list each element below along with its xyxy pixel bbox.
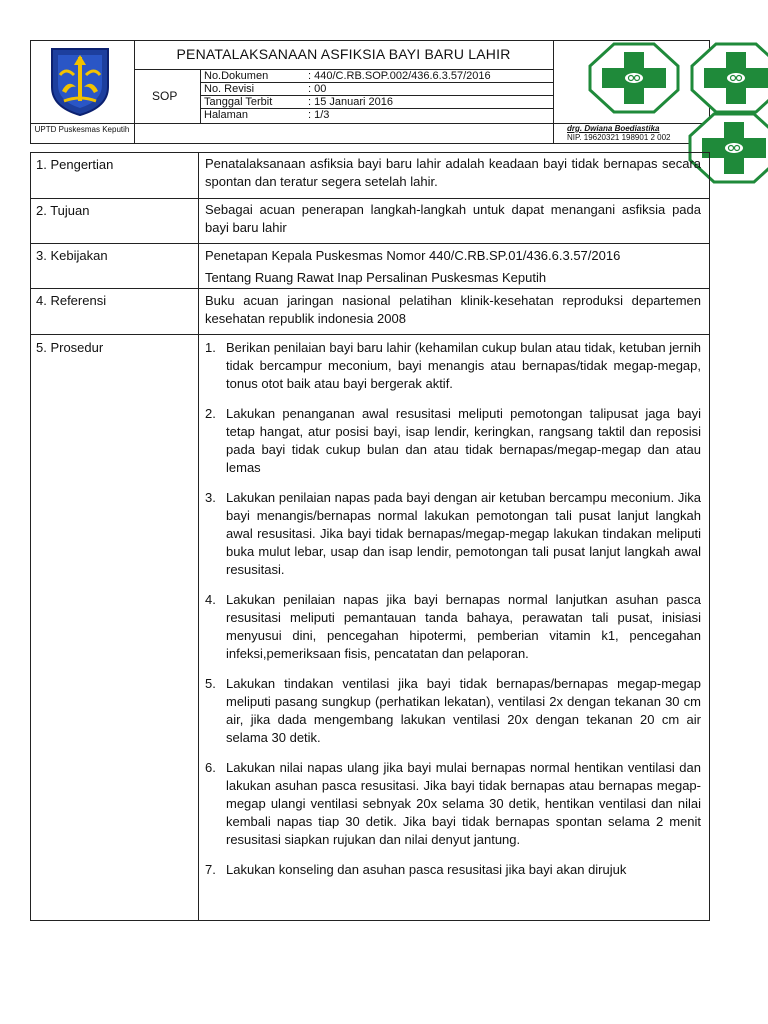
- procedure-step-number: 3.: [205, 490, 216, 505]
- procedure-step: [205, 675, 701, 747]
- table-border: [198, 152, 199, 921]
- procedure-step-number: 5.: [205, 676, 216, 691]
- section-text-pengertian: Penatalaksanaan asfiksia bayi baru lahir adalah keadaan bayi tidak bernapas secara spontan dan teratur segera setelah lahir.: [205, 156, 701, 189]
- meta-label-tanggal-terbit: Tanggal Terbit: [204, 96, 273, 108]
- signer-nip: NIP. 19620321 198901 2 002: [567, 133, 671, 142]
- sop-label: SOP: [152, 89, 178, 103]
- procedure-step-number: 6.: [205, 760, 216, 775]
- table-border: [30, 152, 710, 153]
- procedure-step: [205, 759, 701, 849]
- procedure-step: [205, 339, 701, 393]
- meta-label-no-revisi: No. Revisi: [204, 83, 255, 95]
- table-border: [30, 198, 710, 199]
- procedure-step-number: 7.: [205, 862, 216, 877]
- header-divider: [553, 40, 554, 144]
- table-border: [30, 288, 710, 289]
- header-divider: [200, 69, 201, 123]
- meta-value-tanggal-terbit: : 15 Januari 2016: [308, 96, 394, 108]
- section-label-tujuan: 2. Tujuan: [36, 203, 90, 218]
- section-label-pengertian: 1. Pengertian: [36, 157, 114, 172]
- procedure-list: [205, 339, 701, 891]
- meta-value-halaman: : 1/3: [308, 109, 330, 121]
- procedure-step-text: Lakukan penilaian napas jika bayi bernapas normal lanjutkan asuhan pasca resusitasi meliputi pemantauan tanda bahaya, perawatan tali pusat, inisiasi menyusui dini, pencegahan hipotermi, pemberian vitamin k1, pencegahan infeksi,pemeriksaan fisis, pencatatan dan pelaporan.: [226, 592, 701, 661]
- meta-value-no-dokumen: : 440/C.RB.SOP.002/436.6.3.57/2016: [308, 70, 491, 82]
- table-border: [30, 334, 710, 335]
- procedure-step-text: Lakukan tindakan ventilasi jika bayi tidak bernapas/bernapas megap-megap meliputi pasang sungkup (perhatikan lekatan), ventilasi 2x dengan tekanan 30 cm air, jika dada mengembang lakukan ventilasi 20x dengan tekanan 20 cm air selama 30 detik.: [226, 676, 701, 745]
- header-divider: [200, 108, 553, 109]
- procedure-step-text: Lakukan penanganan awal resusitasi meliputi pemotongan talipusat jaga bayi tetap hangat, atur posisi bayi, isap lendir, keringkan, rangsang taktil dan reposisi pada bayi tidak cukup bulan dan atau tidak bernapas/megap-megap dan atau lemas: [226, 406, 701, 475]
- meta-value-no-revisi: : 00: [308, 83, 327, 95]
- procedure-step-number: 2.: [205, 406, 216, 421]
- section-text-kebijakan-1: Penetapan Kepala Puskesmas Nomor 440/C.RB.SP.01/436.6.3.57/2016: [205, 248, 621, 263]
- procedure-step-number: 4.: [205, 592, 216, 607]
- table-border: [30, 920, 710, 921]
- procedure-step: [205, 591, 701, 663]
- signer-name: drg. Dwiana Boediastika: [567, 124, 660, 133]
- section-text-kebijakan-2: Tentang Ruang Rawat Inap Persalinan Puskesmas Keputih: [205, 270, 547, 285]
- puskesmas-logo-icon: [588, 42, 680, 119]
- procedure-step-text: Lakukan nilai napas ulang jika bayi mulai bernapas normal hentikan ventilasi dan lakukan asuhan pasca resusitasi. Jika bayi tidak bernapas atau bernapas megap-megap ulangi ventilasi sebnyak 20x selama 30 detik, hentikan ventilasi dan nilai kembali napas tiap 30 detik. Jika bayi tidak bernapas spontan selama 2 menit resusitasi siapkan rujukan dan nilai denyut jantung.: [226, 760, 701, 847]
- meta-label-no-dokumen: No.Dokumen: [204, 70, 269, 82]
- procedure-step: [205, 861, 701, 879]
- procedure-step: [205, 489, 701, 579]
- meta-label-halaman: Halaman: [204, 109, 249, 121]
- procedure-step-text: Berikan penilaian bayi baru lahir (kehamilan cukup bulan atau tidak, ketuban jernih tidak bercampur meconium, bayi menangis atau bernapas/tidak megap-megap, tonus otot baik atau bayi bergerak aktif.: [226, 340, 701, 391]
- table-border: [30, 243, 710, 244]
- city-emblem: [46, 45, 114, 117]
- table-border: [709, 152, 710, 921]
- puskesmas-logo-icon: [690, 42, 768, 119]
- table-border: [30, 152, 31, 921]
- document-title: PENATALAKSANAAN ASFIKSIA BAYI BARU LAHIR: [176, 46, 511, 62]
- section-text-referensi: Buku acuan jaringan nasional pelatihan klinik-kesehatan reproduksi departemen kesehatan republik indonesia 2008: [205, 293, 701, 326]
- procedure-step-number: 1.: [205, 340, 216, 355]
- procedure-step: [205, 405, 701, 477]
- section-label-prosedur: 5. Prosedur: [36, 340, 104, 355]
- institution-name: UPTD Puskesmas Keputih: [34, 125, 130, 134]
- procedure-step-text: Lakukan konseling dan asuhan pasca resusitasi jika bayi akan dirujuk: [226, 862, 627, 877]
- procedure-step-text: Lakukan penilaian napas pada bayi dengan air ketuban bercampu meconium. Jika bayi menangis/bernapas normal lakukan pemotongan tali pusat lanjut langkah awal resusitasi. Jika bayi tidak bernapas/megap-megap lakukan tindakan meliputi buka mulut lebar, usap dan isap lendir, pemotongan tali pusat lanjut langkah awal resusitasi.: [226, 490, 701, 577]
- section-label-kebijakan: 3. Kebijakan: [36, 248, 108, 263]
- section-text-tujuan: Sebagai acuan penerapan langkah-langkah untuk dapat menangani asfiksia pada bayi baru lahir: [205, 202, 701, 235]
- section-label-referensi: 4. Referensi: [36, 293, 107, 308]
